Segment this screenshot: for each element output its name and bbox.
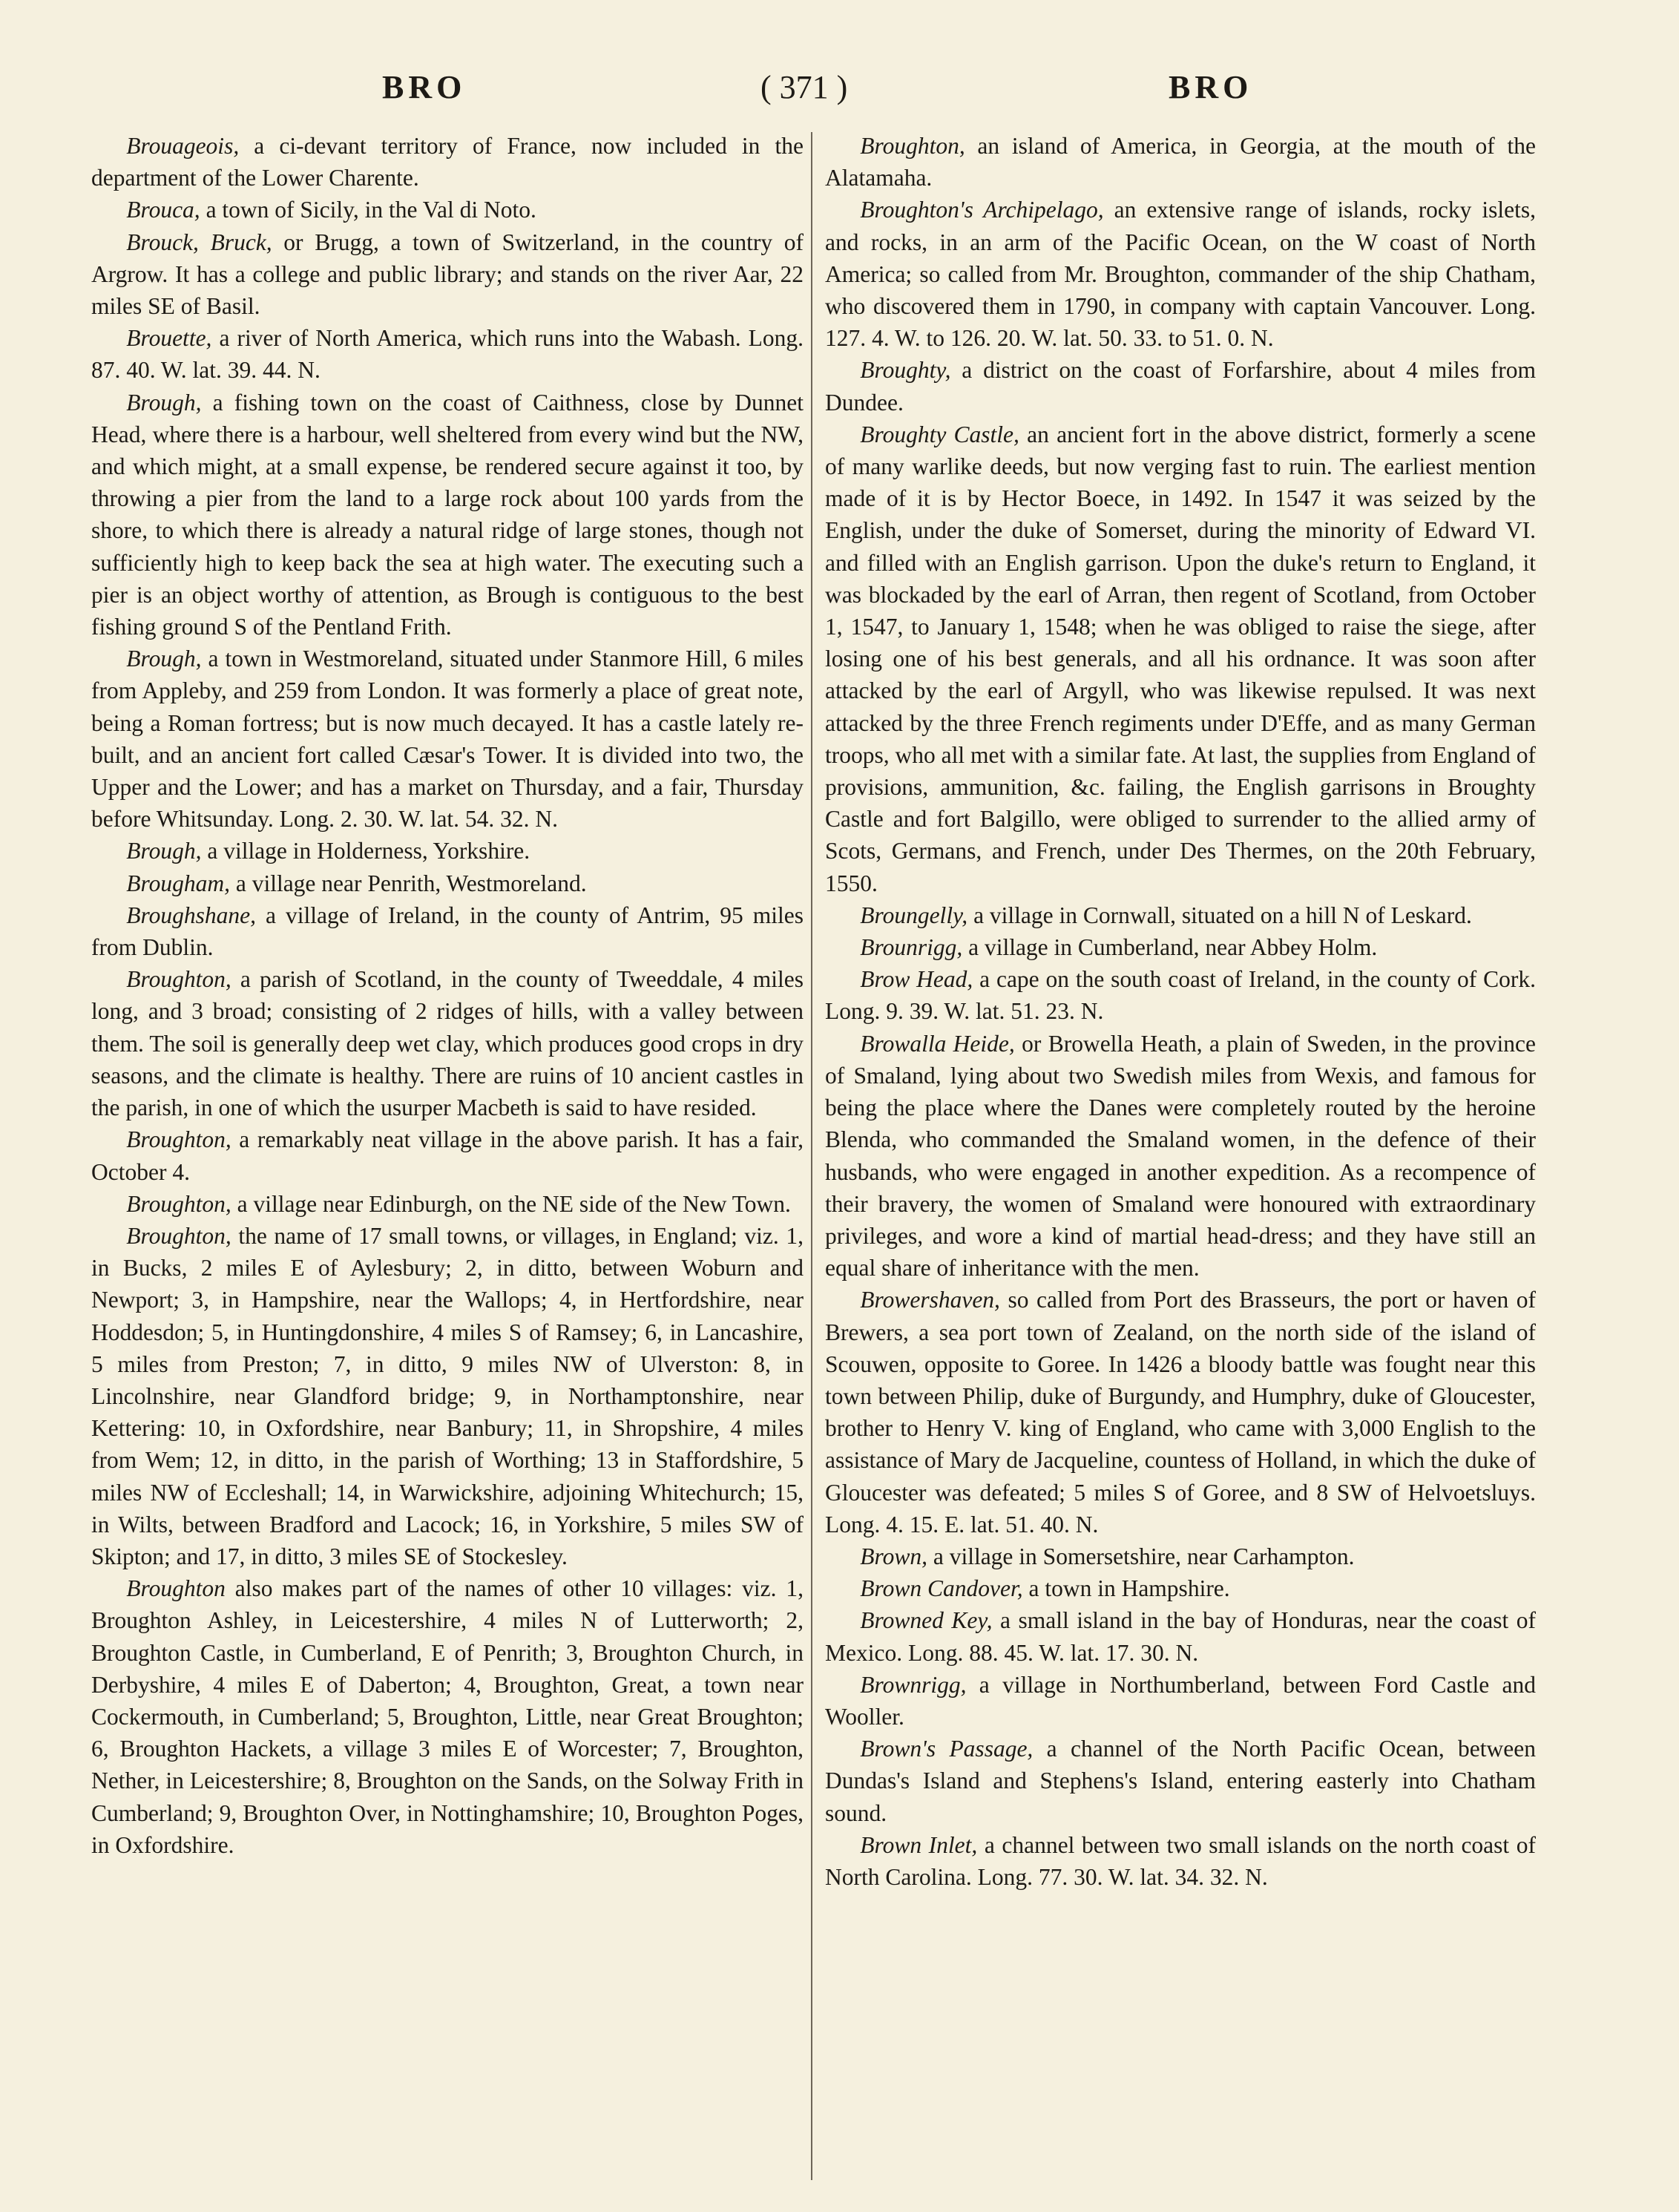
entry-headword: Broungelly,	[860, 902, 968, 928]
entry-text: a parish of Scotland, in the county of Tweeddale, 4 miles long, and 3 broad; consisting of 2 ridges of hills, with a valley between them. The soil is generally deep wet clay, which produces good crops in dry seasons, and the climate is healthy. There are ruins of 10 ancient castles in the parish, in one of which the usurper Macbeth is said to have resided.	[91, 966, 804, 1121]
gazetteer-entry	[91, 1188, 804, 1220]
entry-headword: Broughty,	[860, 357, 951, 384]
entry-headword: Broughton,	[860, 133, 965, 159]
entry-headword: Browned Key,	[860, 1607, 993, 1634]
entry-headword: Brough,	[126, 389, 202, 416]
entry-headword: Brougham,	[126, 870, 230, 896]
entry-headword: Broughton,	[126, 1222, 231, 1249]
entry-text: a village in Cornwall, situated on a hill N of Leskard.	[967, 902, 1472, 928]
entry-text: a channel of the North Pacific Ocean, between Dundas's Island and Stephens's Island, entering easterly into Chatham sound.	[825, 1736, 1537, 1826]
gazetteer-entry	[825, 419, 1536, 899]
header-left-guide-word: BRO	[382, 69, 467, 105]
entry-text: an extensive range of islands, rocky islets, and rocks, in an arm of the Pacific Ocean, on the W coast of North America; so called from Mr. Broughton, commander of the ship Chatham, who discovered them in 1790, in company with captain Vancouver. Long. 127. 4. W. to 126. 20. W. lat. 50. 33. to 51. 0. N.	[825, 197, 1537, 352]
gazetteer-entry	[91, 835, 804, 867]
gazetteer-entry	[825, 963, 1536, 1027]
entry-text: or Browella Heath, a plain of Sweden, in the province of Smaland, lying about two Swedish miles from Wexis, and famous for being the place where the Danes were completely routed by the heroine Blenda, who commanded the Smaland women, in the defence of their husbands, who were engaged in another expedition. As a recompence of their bravery, the women of Smaland were honoured with extraordinary privileges, and wore a kind of martial head-dress; and they have still an equal share of inheritance with the men.	[825, 1030, 1536, 1281]
gazetteer-entry	[91, 1123, 804, 1187]
gazetteer-entry	[825, 931, 1536, 963]
entry-headword: Broughton,	[126, 1190, 231, 1217]
gazetteer-entry	[825, 354, 1536, 418]
gazetteer-entry	[91, 899, 804, 963]
entry-text: also makes part of the names of other 10 villages: viz. 1, Broughton Ashley, in Leicestershire, 4 miles N of Lutterworth; 2, Broughton Castle, in Cumberland, E of Penrith; 3, Broughton Church, in Derbyshire, 4 miles E of Daberton; 4, Broughton, Great, a town near Cockermouth, in Cumberland; 5, Broughton, Little, near Great Broughton; 6, Broughton Hackets, a village 3 miles E of Worcester; 7, Broughton, Nether, in Leicestershire; 8, Broughton on the Sands, on the Solway Frith in Cumberland; 9, Broughton Over, in Nottinghamshire; 10, Broughton Poges, in Oxfordshire.	[91, 1575, 804, 1858]
gazetteer-entry	[825, 899, 1536, 931]
gazetteer-entry	[91, 1572, 804, 1861]
left-column	[91, 130, 804, 1861]
entry-headword: Brough,	[126, 838, 202, 864]
entry-text: a small island in the bay of Honduras, near the coast of Mexico. Long. 88. 45. W. lat. 17. 30. N.	[825, 1607, 1536, 1666]
entry-text: a town in Hampshire.	[1022, 1575, 1230, 1602]
entry-text: a fishing town on the coast of Caithness, close by Dunnet Head, where there is a harbour, well sheltered from every wind but the NW, and which might, at a small expense, be rendered secure against it too, by throwing a pier from the land to a large rock about 100 yards from the shore, to which there is already a natural ridge of large stones, though not sufficiently high to keep back the sea at high water. The executing such a pier is an object worthy of attention, as Brough is contiguous to the best fishing ground S of the Pentland Frith.	[91, 389, 804, 640]
gazetteer-entry	[825, 1284, 1536, 1540]
gazetteer-entry	[91, 387, 804, 643]
gazetteer-entry	[91, 643, 804, 835]
entry-headword: Browershaven,	[860, 1287, 1000, 1313]
entry-text: a cape on the south coast of Ireland, in the county of Cork. Long. 9. 39. W. lat. 51. 23. N.	[825, 966, 1537, 1025]
entry-text: or Brugg, a town of Switzerland, in the country of Argrow. It has a college and public library; and stands on the river Aar, 22 miles SE of Basil.	[91, 229, 804, 320]
entry-text: a village near Penrith, Westmoreland.	[229, 870, 587, 896]
gazetteer-entry	[91, 1220, 804, 1572]
entry-headword: Brown's Passage,	[860, 1736, 1034, 1762]
gazetteer-entry	[91, 130, 804, 194]
gazetteer-entry	[825, 1829, 1536, 1893]
entry-text: a village in Northumberland, between Ford Castle and Wooller.	[825, 1671, 1536, 1730]
entry-headword: Brown Candover,	[860, 1575, 1023, 1602]
entry-text: a town of Sicily, in the Val di Noto.	[200, 197, 536, 223]
entry-headword: Broughton,	[126, 966, 231, 993]
entry-headword: Broughton,	[126, 1126, 231, 1153]
entry-text: a ci-devant territory of France, now included in the department of the Lower Charente.	[91, 133, 804, 191]
gazetteer-entry	[825, 194, 1536, 354]
gazetteer-entry	[91, 194, 804, 226]
entry-text: an island of America, in Georgia, at the mouth of the Alatamaha.	[825, 133, 1536, 191]
gazetteer-entry	[825, 1604, 1536, 1668]
entry-headword: Broughshane,	[126, 902, 256, 928]
page-number: ( 371 )	[760, 69, 848, 105]
gazetteer-entry	[825, 1572, 1536, 1604]
entry-text: a village in Holderness, Yorkshire.	[201, 838, 530, 864]
gazetteer-entry	[91, 226, 804, 323]
entry-headword: Brow Head,	[860, 966, 973, 993]
entry-text: the name of 17 small towns, or villages, in England; viz. 1, in Bucks, 2 miles E of Aylesbury; 2, in ditto, between Woburn and Newport; 3, in Hampshire, near the Wallops; 4, in Hertfordshire, near Hoddesdon; 5, in Huntingdonshire, 4 miles S of Ramsey; 6, in Lancashire, 5 miles from Preston; 7, in ditto, 9 miles NW of Ulverston: 8, in Lincolnshire, near Glandford bridge; 9, in Northamptonshire, near Kettering: 10, in Oxfordshire, near Banbury; 11, in Shropshire, 4 miles from Wem; 12, in ditto, in the parish of Worthing; 13 in Staffordshire, 5 miles NW of Eccleshall; 14, in Warwickshire, adjoining Whitechurch; 15, in Wilts, between Bradford and Lacock; 16, in Yorkshire, 5 miles SW of Skipton; and 17, in ditto, 3 miles SE of Stockesley.	[91, 1222, 804, 1569]
entry-headword: Broughton	[126, 1575, 226, 1602]
entry-headword: Browalla Heide,	[860, 1030, 1015, 1057]
entry-text: a district on the coast of Forfarshire, about 4 miles from Dundee.	[825, 357, 1536, 416]
header-right-guide-word: BRO	[1169, 69, 1253, 105]
entry-text: so called from Port des Brasseurs, the port or haven of Brewers, a sea port town of Zealand, on the north side of the island of Scouwen, opposite to Goree. In 1426 a bloody battle was fought near this town between Philip, duke of Burgundy, and Humphry, duke of Gloucester, brother to Henry V. king of England, who came with 3,000 English to the assistance of Mary de Jacqueline, countess of Holland, in which the duke of Gloucester was defeated; 5 miles S of Goree, and 8 SW of Helvoetsluys. Long. 4. 15. E. lat. 51. 40. N.	[825, 1287, 1536, 1537]
entry-text: a village of Ireland, in the county of Antrim, 95 miles from Dublin.	[91, 902, 804, 961]
entry-headword: Brouageois,	[126, 133, 240, 159]
entry-headword: Brouette,	[126, 325, 212, 352]
entry-text: a village in Somersetshire, near Carhampton.	[927, 1543, 1355, 1569]
entry-headword: Brown,	[860, 1543, 927, 1569]
entry-headword: Brownrigg,	[860, 1671, 967, 1698]
entry-headword: Broughton's Archipelago,	[860, 197, 1104, 223]
gazetteer-entry	[825, 130, 1536, 194]
gazetteer-entry	[825, 1733, 1536, 1829]
entry-headword: Brounrigg,	[860, 934, 963, 961]
entry-headword: Brouck, Bruck,	[126, 229, 272, 255]
gazetteer-entry	[91, 963, 804, 1123]
entry-headword: Broughty Castle,	[860, 421, 1019, 447]
entry-text: a channel between two small islands on the north coast of North Carolina. Long. 77. 30. W. lat. 34. 32. N.	[825, 1831, 1536, 1890]
entry-headword: Brown Inlet,	[860, 1831, 978, 1858]
entry-text: an ancient fort in the above district, formerly a scene of many warlike deeds, but now verging fast to ruin. The earliest mention made of it is by Hector Boece, in 1492. In 1547 it was seized by the English, under the duke of Somerset, during the minority of Edward VI. and filled with an English garrison. Upon the duke's return to England, it was blockaded by the earl of Arran, then regent of Scotland, from October 1, 1547, to January 1, 1548; when he was obliged to raise the siege, after losing one of his best generals, and all his ordnance. It was soon after attacked by the earl of Argyll, who was likewise repulsed. It was next attacked by the three French regiments under D'Effe, and as many German troops, who all met with a similar fate. At last, the supplies from England of provisions, ammunition, &c. failing, the English garrisons in Broughty Castle and fort Balgillo, were obliged to surrender to the allied army of Scots, Germans, and French, under Des Thermes, on the 20th February, 1550.	[825, 421, 1536, 896]
gazetteer-entry	[91, 322, 804, 386]
gazetteer-entry	[825, 1669, 1536, 1733]
entry-text: a river of North America, which runs into the Wabash. Long. 87. 40. W. lat. 39. 44. N.	[91, 325, 804, 384]
page-header	[0, 68, 1679, 113]
entry-text: a town in Westmoreland, situated under Stanmore Hill, 6 miles from Appleby, and 259 from London. It was formerly a place of great note, being a Roman fortress; but is now much decayed. It has a castle lately re-built, and an ancient fort called Cæsar's Tower. It is divided into two, the Upper and the Lower; and has a market on Thursday, and a fair, Thursday before Whitsunday. Long. 2. 30. W. lat. 54. 32. N.	[91, 646, 804, 833]
right-column	[825, 130, 1536, 1893]
entry-text: a remarkably neat village in the above parish. It has a fair, October 4.	[91, 1126, 804, 1185]
gazetteer-entry	[825, 1028, 1536, 1284]
entry-headword: Brough,	[126, 646, 202, 672]
entry-text: a village near Edinburgh, on the NE side of the New Town.	[231, 1190, 791, 1217]
column-divider	[811, 132, 812, 2180]
gazetteer-entry	[91, 867, 804, 899]
entry-headword: Brouca,	[126, 197, 200, 223]
entry-text: a village in Cumberland, near Abbey Holm.	[962, 934, 1378, 961]
gazetteer-entry	[825, 1540, 1536, 1572]
